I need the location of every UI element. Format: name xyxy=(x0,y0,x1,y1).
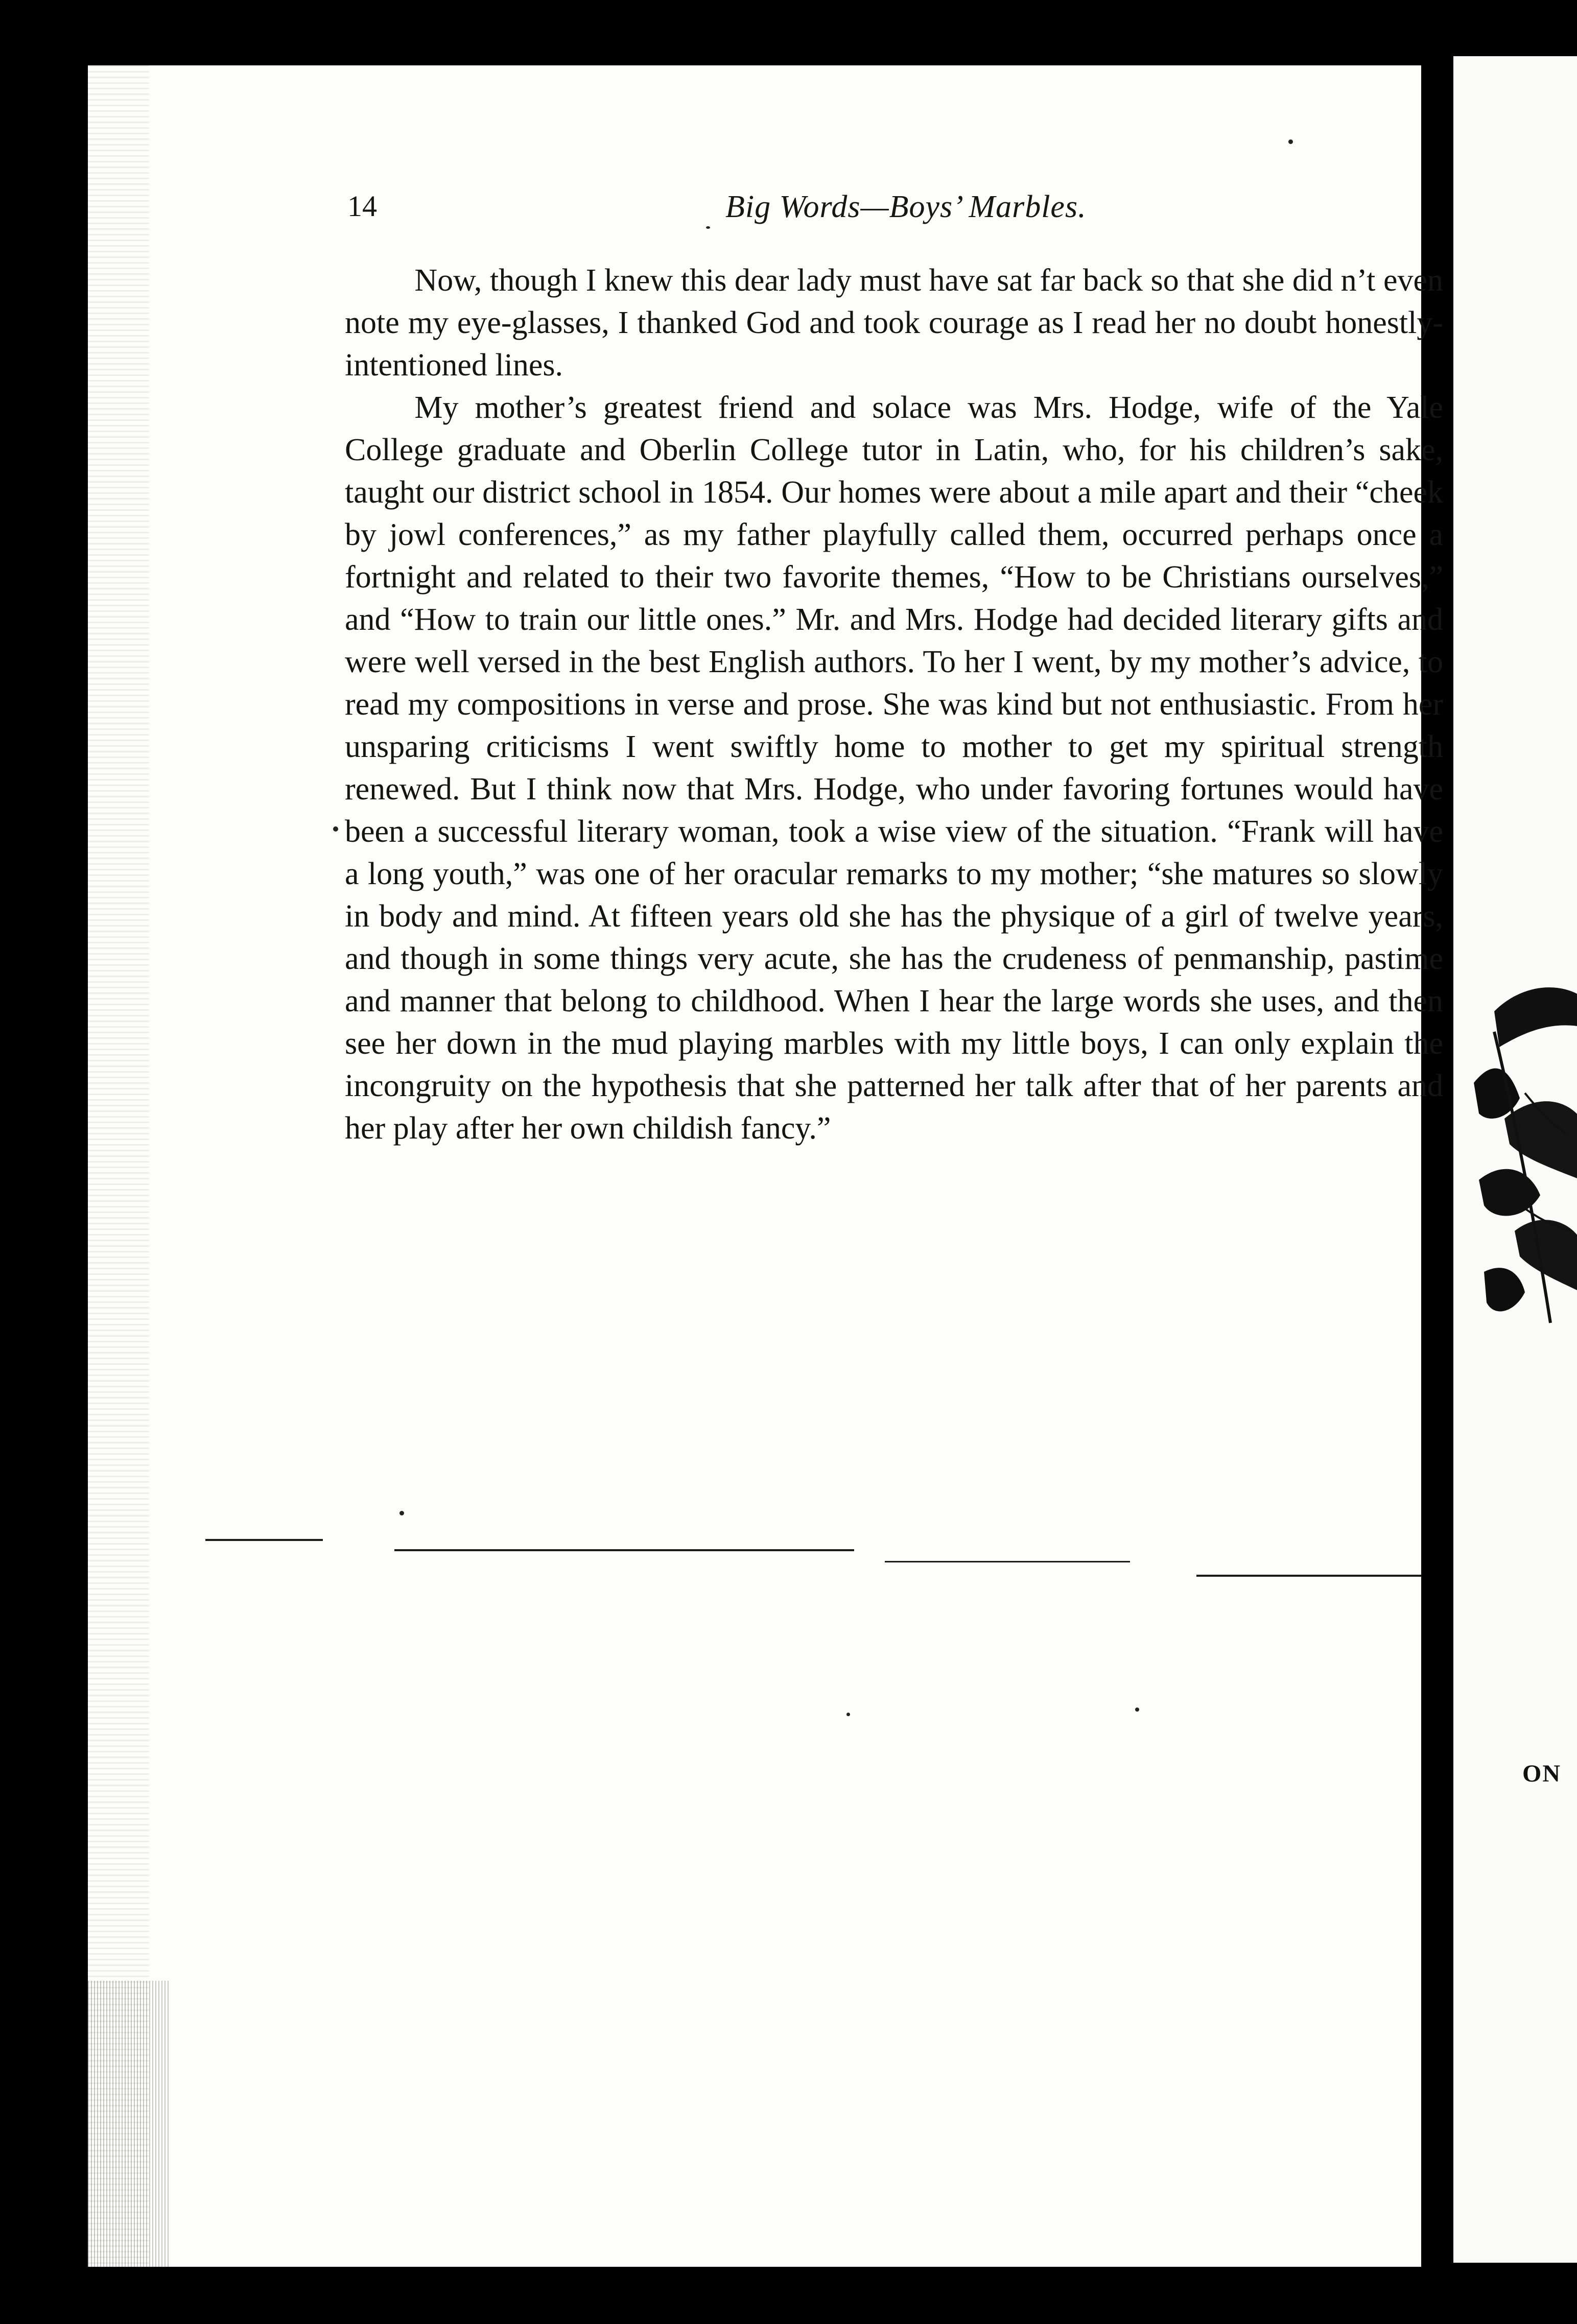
divider-rule xyxy=(885,1561,1130,1562)
scan-speck xyxy=(1288,139,1293,144)
divider-rule xyxy=(394,1549,854,1551)
facing-page xyxy=(1453,56,1577,2263)
paragraph: My mother’s greatest friend and solace was Mrs. Hodge, wife of the Yale College graduate and Oberlin College tutor in Latin, who, for his children’s sake, taught our district school in 1854. Our homes were about a mile apart and their “cheek by jowl conferences,” as my father playfully called them, occurred perhaps once a fortnight and related to their two favorite themes, “How to be Christians ourselves,” and “How to train our little ones.” Mr. and Mrs. Hodge had decided literary gifts and were well versed in the best English authors. To her I went, by my mother’s advice, to read my compositions in verse and prose. She was kind but not enthusiastic. From her unsparing criticisms I went swiftly home to mother to get my spiritual strength renewed. But I think now that Mrs. Hodge, who under favoring fortunes would have been a successful literary woman, took a wise view of the situation. “Frank will have a long youth,” was one of her oracular remarks to my mother; “she matures so slowly in body and mind. At fifteen years old she has the physique of a girl of twelve years, and though in some things very acute, she has the crudeness of penmanship, pastime and manner that belong to childhood. When I hear the large words she uses, and then see her down in the mud playing marbles with my little boys, I can only explain the incongruity on the hypothesis that she patterned her talk after that of her parents and her play after her own childish fancy.” xyxy=(345,390,1443,1146)
botanical-illustration xyxy=(1464,965,1577,1354)
scan-speck xyxy=(399,1511,404,1515)
running-head xyxy=(347,189,1267,235)
page-number: 14 xyxy=(347,189,377,223)
running-title: Big Words—Boys’ Marbles. xyxy=(725,189,1087,224)
page-gutter-shadow xyxy=(88,65,149,2267)
divider-rule xyxy=(205,1539,323,1541)
scan-speck xyxy=(333,826,338,832)
facing-page-text-fragment: ON xyxy=(1522,1760,1561,1787)
scan-speck xyxy=(846,1713,850,1716)
scan-speck xyxy=(1135,1708,1139,1712)
body-text xyxy=(345,259,1443,1150)
divider-rule xyxy=(1196,1575,1421,1577)
paragraph: Now, though I knew this dear lady must have sat far back so that she did n’t even note my eye-glasses, I thanked God and took courage as I read her no doubt honestly-intentioned lines. xyxy=(345,263,1443,383)
page-edge-texture xyxy=(88,1981,170,2267)
